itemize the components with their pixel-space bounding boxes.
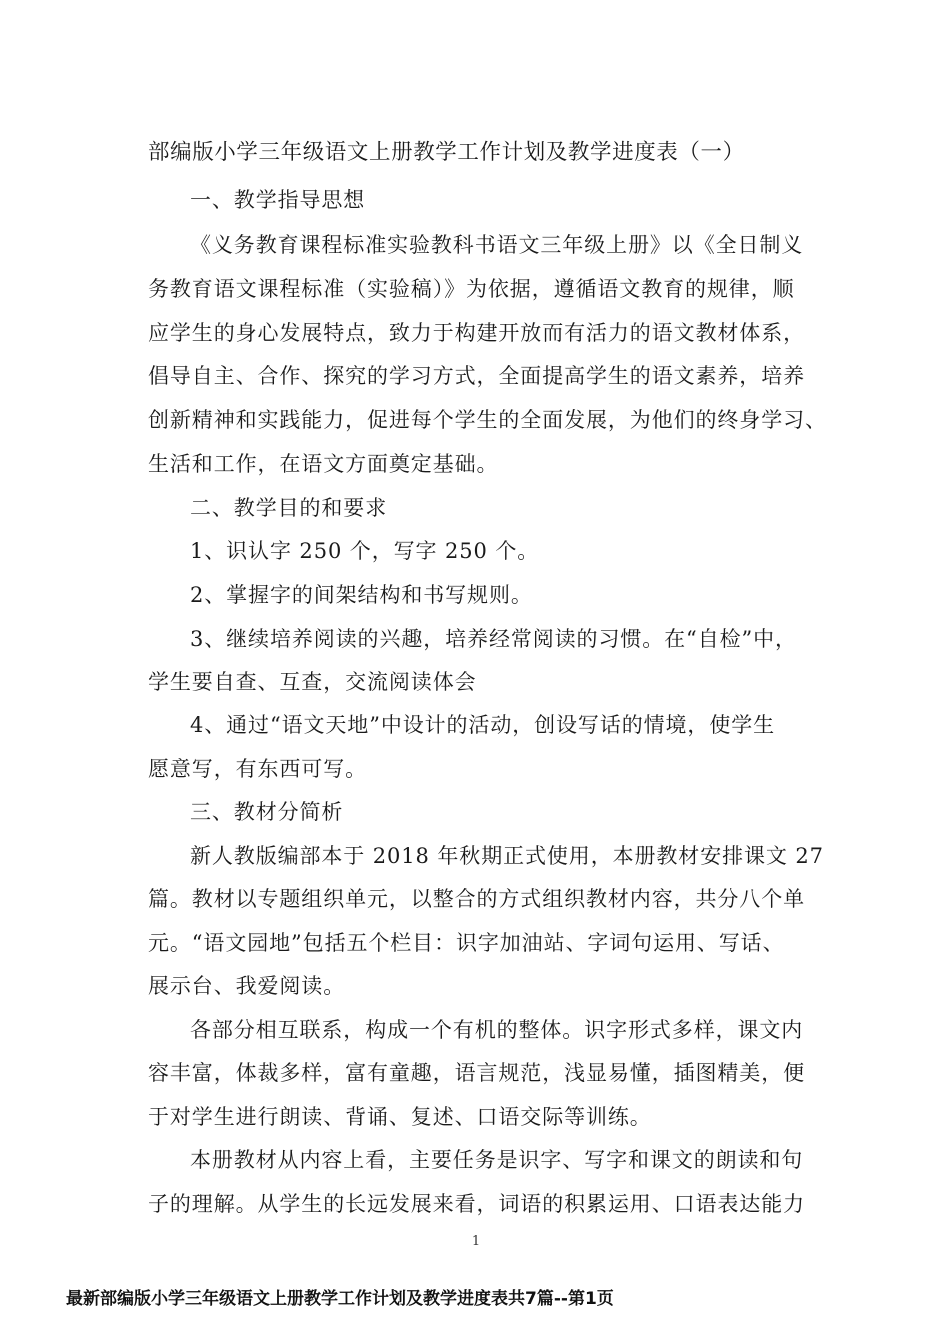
paragraph-line: 倡导自主、合作、探究的学习方式，全面提高学生的语文素养，培养 (148, 364, 805, 388)
list-item: 3、继续培养阅读的兴趣，培养经常阅读的习惯。在“自检”中， (190, 627, 797, 651)
list-item: 4、通过“语文天地”中设计的活动，创设写话的情境，使学生 (190, 713, 776, 737)
paragraph-line: 《义务教育课程标准实验教科书语文三年级上册》以《全日制义 (190, 233, 804, 257)
list-item: 2、掌握字的间架结构和书写规则。 (190, 583, 533, 607)
document-title: 部编版小学三年级语文上册教学工作计划及教学进度表（一） (148, 140, 745, 165)
section-heading-1: 一、教学指导思想 (190, 188, 366, 212)
paragraph-line: 于对学生进行朗读、背诵、复述、口语交际等训练。 (148, 1105, 652, 1129)
paragraph-line: 创新精神和实践能力，促进每个学生的全面发展，为他们的终身学习、 (148, 408, 827, 432)
page-number: 1 (471, 1234, 481, 1249)
page-footer: 最新部编版小学三年级语文上册教学工作计划及教学进度表共7篇--第1页 (66, 1289, 614, 1309)
paragraph-line: 本册教材从内容上看，主要任务是识字、写字和课文的朗读和句 (190, 1148, 804, 1172)
list-item: 1、识认字 250 个，写字 250 个。 (190, 539, 540, 563)
paragraph-line: 展示台、我爱阅读。 (148, 974, 346, 998)
paragraph-line: 学生要自查、互查，交流阅读体会 (148, 670, 477, 694)
section-heading-2: 二、教学目的和要求 (190, 496, 388, 520)
paragraph-line: 元。“语文园地”包括五个栏目：识字加油站、字词句运用、写话、 (148, 931, 785, 955)
paragraph-line: 各部分相互联系，构成一个有机的整体。识字形式多样，课文内 (190, 1018, 804, 1042)
paragraph-line: 篇。教材以专题组织单元，以整合的方式组织教材内容，共分八个单 (148, 887, 805, 911)
paragraph-line: 愿意写，有东西可写。 (148, 757, 367, 781)
paragraph-line: 容丰富，体裁多样，富有童趣，语言规范，浅显易懂，插图精美，便 (148, 1061, 805, 1085)
paragraph-line: 新人教版编部本于 2018 年秋期正式使用，本册教材安排课文 27 (190, 844, 824, 868)
section-heading-3: 三、教材分简析 (190, 800, 344, 824)
paragraph-line: 生活和工作，在语文方面奠定基础。 (148, 452, 499, 476)
paragraph-line: 子的理解。从学生的长远发展来看，词语的积累运用、口语表达能力 (148, 1192, 805, 1216)
paragraph-line: 应学生的身心发展特点，致力于构建开放而有活力的语文教材体系， (148, 321, 805, 345)
paragraph-line: 务教育语文课程标准（实验稿）》为依据，遵循语文教育的规律，顺 (148, 277, 795, 301)
